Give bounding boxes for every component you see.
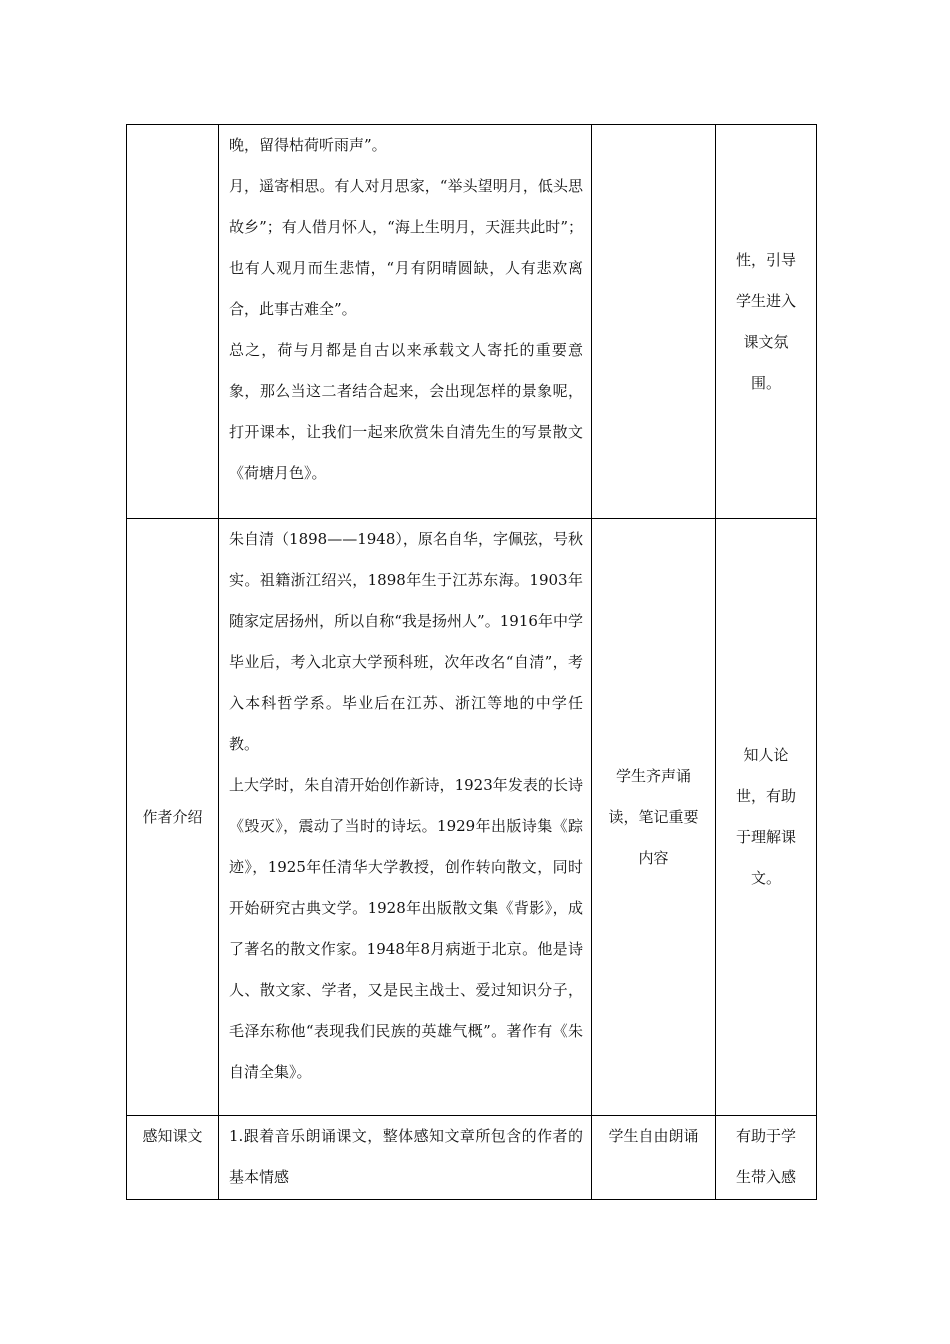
stage-cell bbox=[127, 125, 219, 519]
stage-cell: 作者介绍 bbox=[127, 519, 219, 1116]
lesson-plan-table bbox=[126, 124, 817, 1200]
activity-line: 学生齐声诵 bbox=[615, 766, 691, 785]
intent-line: 于理解课 bbox=[735, 828, 796, 846]
design-intent-cell bbox=[716, 125, 817, 519]
student-activity-cell bbox=[592, 1116, 716, 1200]
intent-line: 世，有助 bbox=[735, 787, 796, 805]
content-cell bbox=[219, 125, 592, 519]
intent-line: 生带入感 bbox=[735, 1168, 796, 1186]
design-intent-cell bbox=[716, 1116, 817, 1200]
design-intent-cell bbox=[716, 519, 817, 1116]
content-paragraph: 晚，留得枯荷听雨声”。 bbox=[229, 136, 387, 154]
activity-line: 内容 bbox=[638, 848, 669, 867]
intent-line: 课文氛 bbox=[743, 332, 789, 351]
content-paragraph: 总之，荷与月都是自古以来承载文人寄托的重要意象，那么当这二者结合起来，会出现怎样的景象呢，打开课本，让我们一起来欣赏朱自清先生的写景散文《荷塘月色》。 bbox=[229, 341, 583, 482]
activity-line: 读，笔记重要 bbox=[608, 807, 699, 826]
intent-line: 性，引导 bbox=[735, 250, 796, 269]
intent-line: 围。 bbox=[750, 373, 781, 392]
activity-line: 学生自由朗诵 bbox=[608, 1127, 699, 1145]
content-paragraph: 朱自清（1898——1948），原名自华，字佩弦，号秋实。祖籍浙江绍兴，1898年生于江苏东海。1903年随家定居扬州，所以自称“我是扬州人”。1916年中学毕业后，考入北京大学预科班，次年改名“自清”，考入本科哲学系。毕业后在江苏、浙江等地的中学任教。 bbox=[229, 530, 583, 753]
table-row bbox=[127, 1116, 817, 1200]
intent-line: 学生进入 bbox=[735, 291, 796, 310]
table-row bbox=[127, 125, 817, 519]
content-paragraph: 1.跟着音乐朗诵课文，整体感知文章所包含的作者的基本情感 bbox=[229, 1127, 583, 1186]
content-cell bbox=[219, 1116, 592, 1200]
intent-line: 知人论 bbox=[743, 746, 789, 764]
student-activity-cell bbox=[592, 125, 716, 519]
table-row bbox=[127, 519, 817, 1116]
content-cell bbox=[219, 519, 592, 1116]
student-activity-cell bbox=[592, 519, 716, 1116]
intent-line: 文。 bbox=[750, 869, 781, 887]
stage-cell: 感知课文 bbox=[127, 1116, 219, 1200]
content-paragraph: 月，遥寄相思。有人对月思家，“举头望明月，低头思故乡”；有人借月怀人，“海上生明月，天涯共此时”；也有人观月而生悲情，“月有阴晴圆缺，人有悲欢离合，此事古难全”。 bbox=[229, 177, 583, 318]
content-paragraph: 上大学时，朱自清开始创作新诗，1923年发表的长诗《毁灭》，震动了当时的诗坛。1929年出版诗集《踪迹》，1925年任清华大学教授，创作转向散文，同时开始研究古典文学。1928年出版散文集《背影》，成了著名的散文作家。1948年8月病逝于北京。他是诗人、散文家、学者，又是民主战士、爱过知识分子，毛泽东称他“表现我们民族的英雄气概”。著作有《朱自清全集》。 bbox=[229, 776, 583, 1081]
intent-line: 有助于学 bbox=[735, 1127, 796, 1145]
